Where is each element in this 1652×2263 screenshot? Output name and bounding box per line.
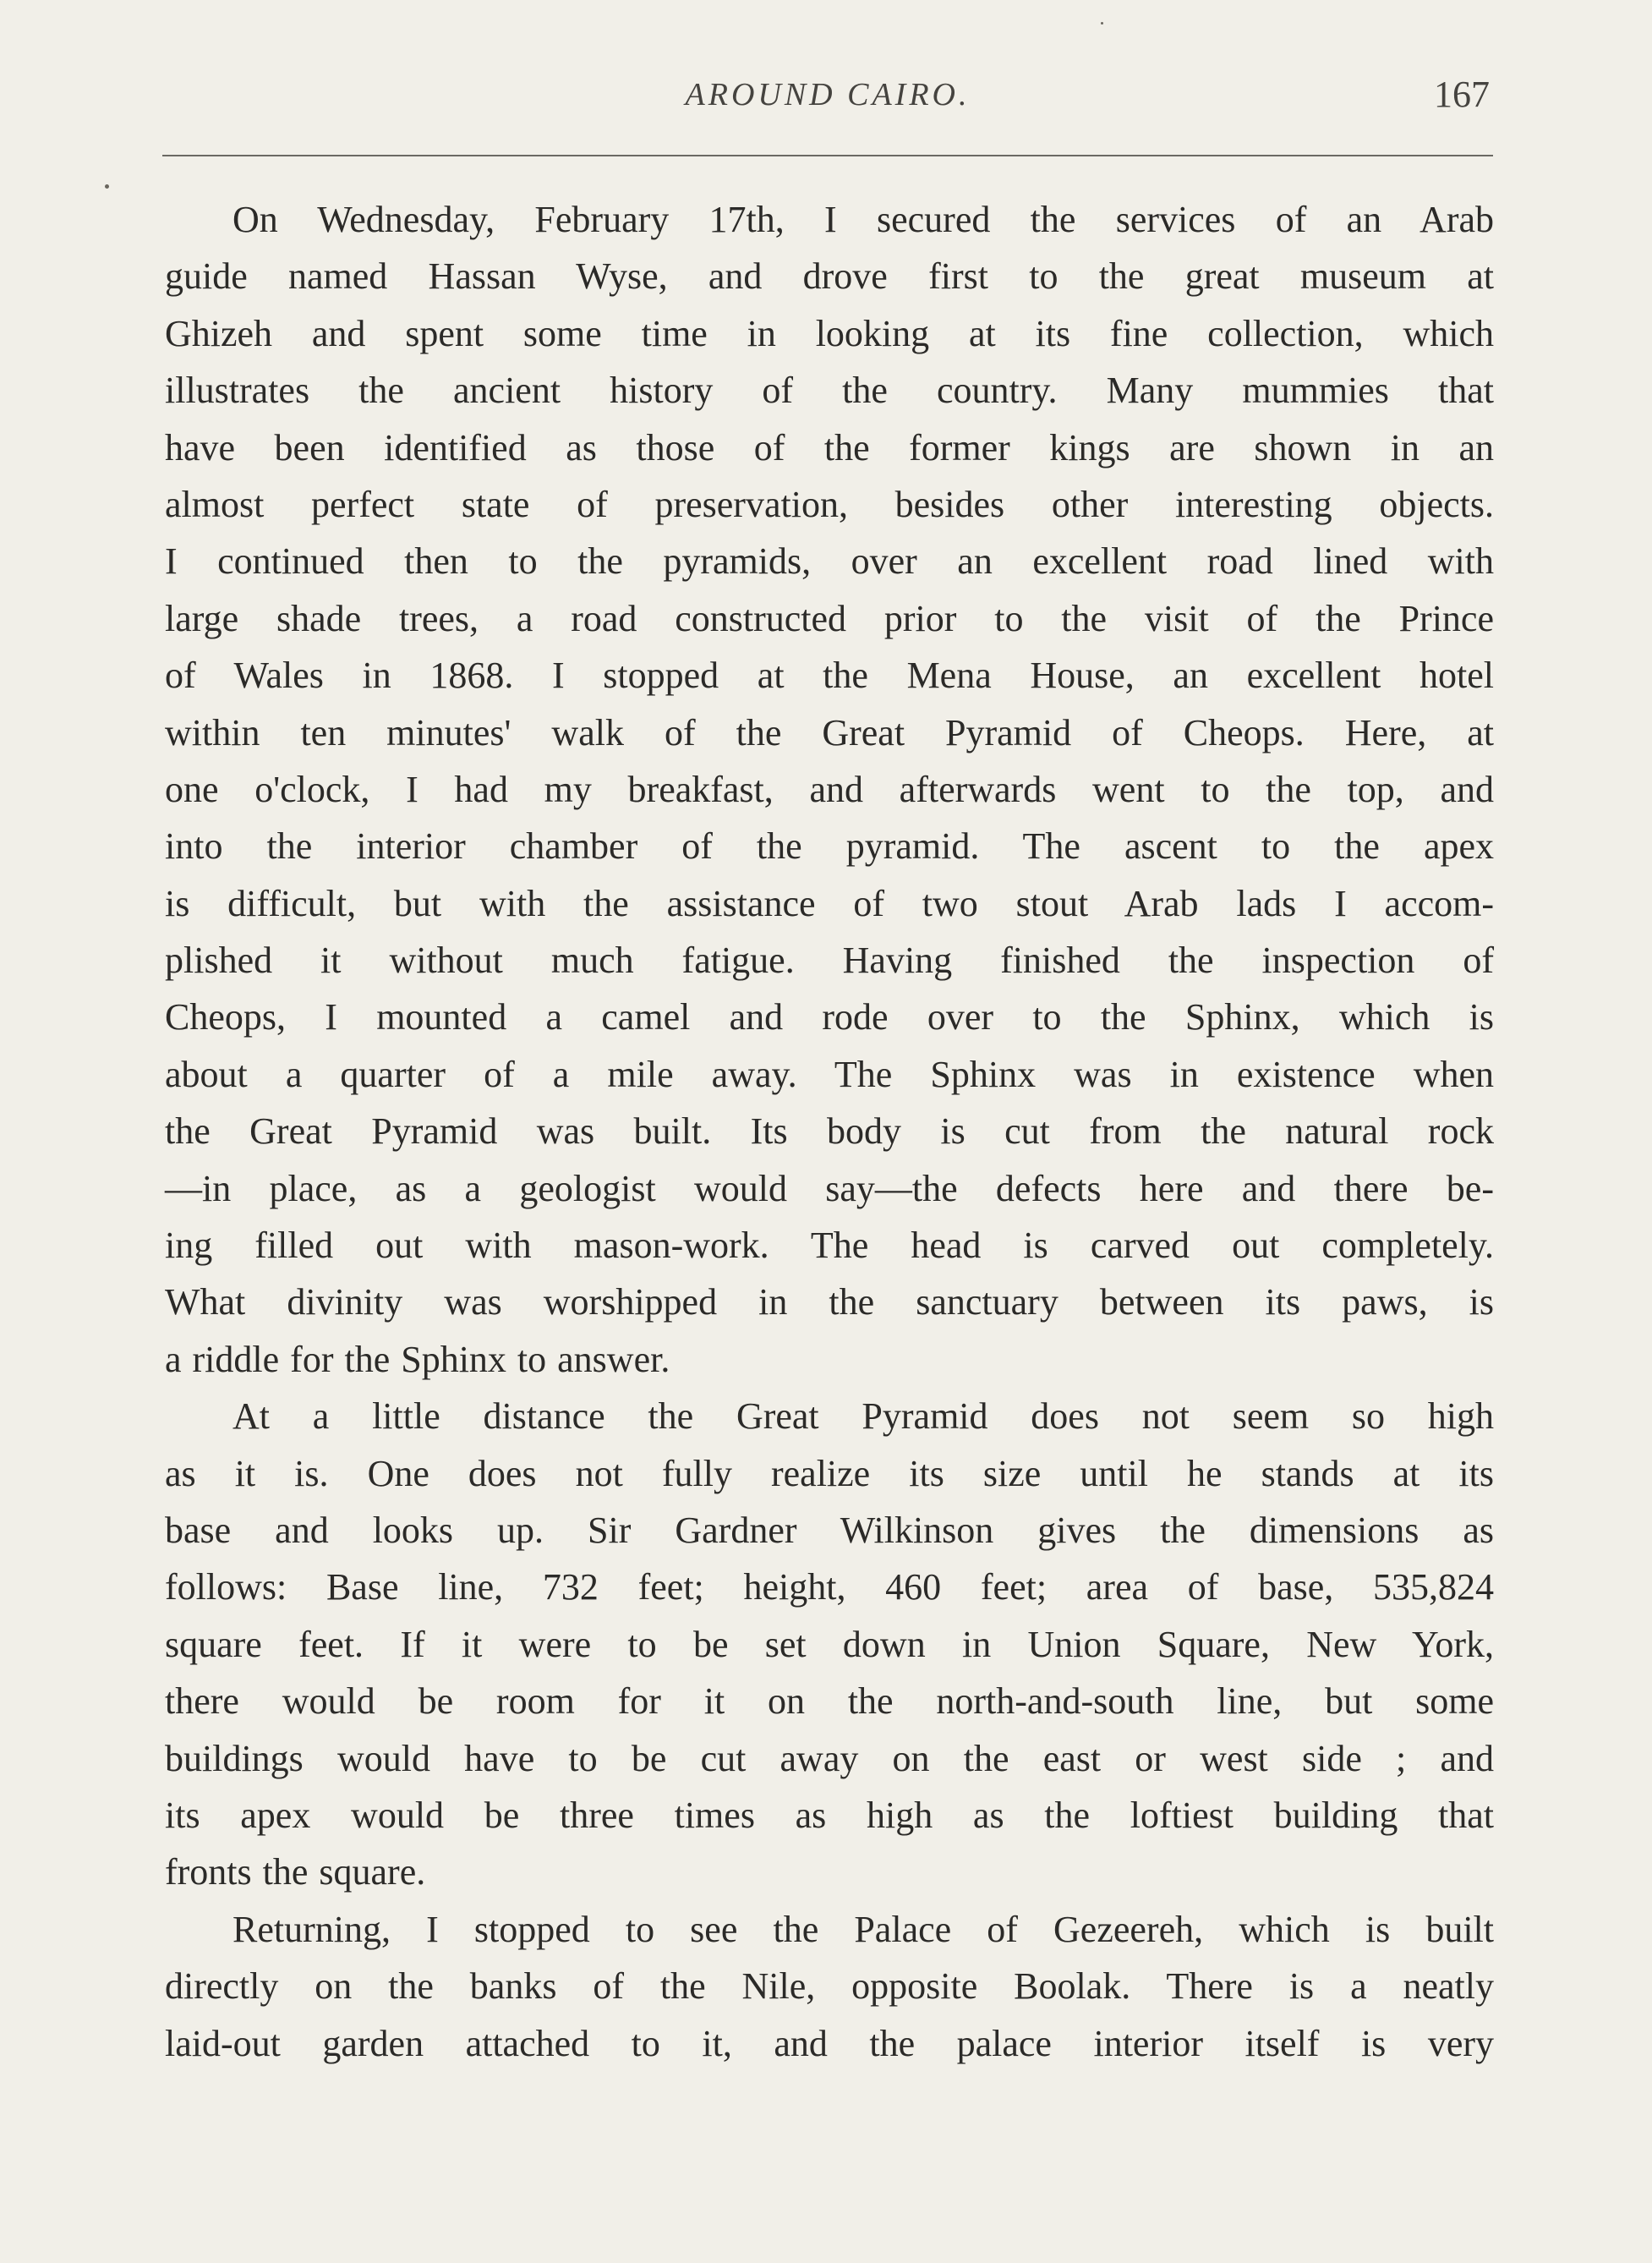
text-line: of Wales in 1868. I stopped at the Mena House, an excellent hotel	[165, 655, 1494, 697]
text-line: the Great Pyramid was built. Its body is cut from the natural rock	[165, 1110, 1494, 1153]
text-line: almost perfect state of preservation, besides other interesting objects.	[165, 483, 1494, 525]
text-line: fronts the square.	[165, 1851, 426, 1893]
text-line: I continued then to the pyramids, over an excellent road lined with	[165, 540, 1494, 583]
text-line: have been identified as those of the former kings are shown in an	[165, 426, 1494, 468]
text-line: ing filled out with mason-work. The head is carved out completely.	[165, 1225, 1494, 1267]
text-line: is difficult, but with the assistance of two stout Arab lads I accom-	[165, 882, 1494, 924]
body-text	[165, 191, 1494, 2072]
text-line: directly on the banks of the Nile, opposite Boolak. There is a neatly	[165, 1965, 1494, 2008]
running-title: AROUND CAIRO.	[685, 77, 971, 112]
text-line: there would be room for it on the north-and-south line, but some	[165, 1680, 1494, 1723]
text-line: illustrates the ancient history of the country. Many mummies that	[165, 370, 1494, 412]
text-line: Ghizeh and spent some time in looking at its fine collection, which	[165, 312, 1494, 354]
text-line: Returning, I stopped to see the Palace of Gezeereh, which is built	[232, 1908, 1494, 1950]
text-line: On Wednesday, February 17th, I secured the services of an Arab	[232, 199, 1494, 240]
text-line: large shade trees, a road constructed prior to the visit of the Prince	[165, 597, 1494, 639]
text-line: At a little distance the Great Pyramid does not seem so high	[232, 1395, 1494, 1438]
text-line: base and looks up. Sir Gardner Wilkinson gives the dimensions as	[165, 1509, 1494, 1551]
paper-speck	[105, 184, 109, 189]
paper-speck	[1101, 22, 1103, 25]
text-line: about a quarter of a mile away. The Sphinx was in existence when	[165, 1053, 1494, 1095]
text-line: laid-out garden attached to it, and the palace interior itself is very	[165, 2022, 1494, 2064]
text-line: one o'clock, I had my breakfast, and afterwards went to the top, and	[165, 768, 1494, 810]
text-line: follows: Base line, 732 feet; height, 460 feet; area of base, 535,824	[165, 1566, 1494, 1608]
text-line: square feet. If it were to be set down in Union Square, New York,	[165, 1623, 1494, 1665]
running-head	[162, 73, 1493, 127]
text-line: within ten minutes' walk of the Great Pyramid of Cheops. Here, at	[165, 711, 1494, 753]
text-line: as it is. One does not fully realize its size until he stands at its	[165, 1452, 1494, 1494]
text-line: buildings would have to be cut away on the east or west side ; and	[165, 1737, 1494, 1779]
text-line: —in place, as a geologist would say—the defects here and there be-	[165, 1167, 1494, 1209]
text-line: What divinity was worshipped in the sanctuary between its paws, is	[165, 1281, 1494, 1323]
header-rule	[162, 155, 1493, 156]
text-line: its apex would be three times as high as the loftiest building that	[165, 1794, 1494, 1836]
text-line: a riddle for the Sphinx to answer.	[165, 1338, 670, 1380]
page-number: 167	[1434, 74, 1490, 115]
text-line: Cheops, I mounted a camel and rode over to the Sphinx, which is	[165, 996, 1494, 1038]
text-line: plished it without much fatigue. Having finished the inspection of	[165, 940, 1494, 982]
text-line: guide named Hassan Wyse, and drove first to the great museum at	[165, 255, 1494, 298]
text-line: into the interior chamber of the pyramid. The ascent to the apex	[165, 825, 1494, 868]
